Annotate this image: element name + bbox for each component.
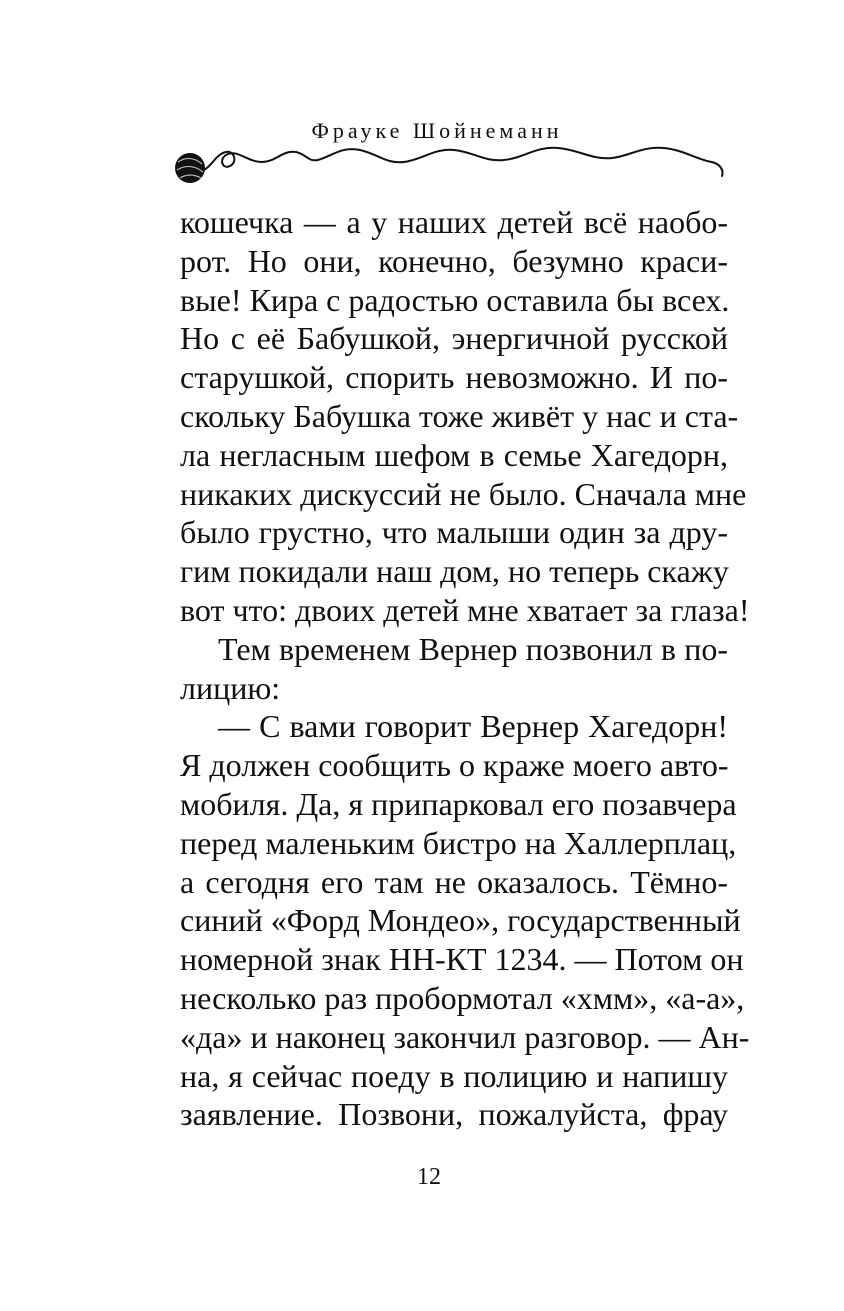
text-line: несколько раз пробормотал «хмм», «а-а», <box>180 979 745 1016</box>
text-line: номерной знак НН-КТ 1234. — Потом он <box>180 941 744 978</box>
text-line: никаких дискуссий не было. Сначала мне <box>180 475 747 512</box>
text-line: скольку Бабушка тоже живёт у нас и ста- <box>180 397 739 434</box>
text-line: вот что: двоих детей мне хватает за глаза! <box>180 591 750 628</box>
text-line: лицию: <box>180 669 281 706</box>
body-text <box>180 203 750 1134</box>
text-line: ла негласным шефом в семье Хагедорн, <box>180 436 728 473</box>
text-line: старушкой, спорить невозможно. И по- <box>180 359 728 396</box>
text-line: Тем временем Вернер позвонил в по- <box>218 630 728 667</box>
text-line: «да» и наконец закончил разговор. — Ан- <box>180 1018 750 1055</box>
running-head-author: Фрауке Шойнеманн <box>311 118 563 143</box>
text-line: мобиля. Да, я припарковал его позавчера <box>180 785 737 822</box>
text-line: вые! Кира с радостью оставила бы всех. <box>180 281 730 318</box>
text-line: было грустно, что малыши один за дру- <box>180 514 728 551</box>
text-line: а сегодня его там не оказалось. Тёмно- <box>180 863 728 900</box>
text-line: перед маленьким бистро на Халлерплац, <box>180 824 737 861</box>
text-line: рот. Но они, конечно, безумно краси- <box>180 242 728 279</box>
text-line: на, я сейчас поеду в полицию и напишу <box>180 1057 728 1094</box>
text-line: гим покидали наш дом, но теперь скажу <box>180 553 729 590</box>
text-line: Но с её Бабушкой, энергичной русской <box>180 320 728 357</box>
yarn-ball-icon <box>175 153 205 183</box>
text-line: кошечка — а у наших детей всё наобо- <box>180 204 728 240</box>
yarn-thread-ornament <box>172 140 732 196</box>
page-number: 12 <box>417 1164 441 1190</box>
text-line: синий «Форд Мондео», государственный <box>180 902 741 939</box>
text-line: заявление. Позвони, пожалуйста, фрау <box>180 1096 728 1133</box>
thread-line <box>204 148 723 176</box>
text-line: — С вами говорит Вернер Хагедорн! <box>218 708 728 745</box>
text-line: Я должен сообщить о краже моего авто- <box>180 747 729 784</box>
